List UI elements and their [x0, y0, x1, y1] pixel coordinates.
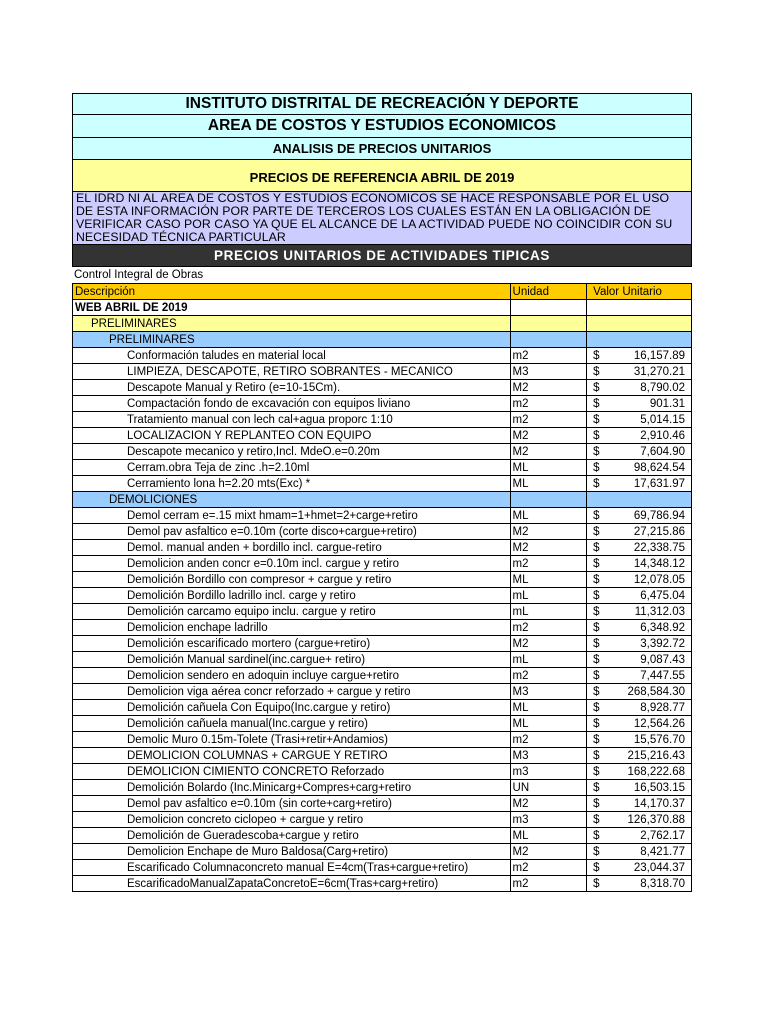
item-price-cell — [587, 652, 692, 668]
item-unit: ML — [510, 476, 587, 492]
item-description: LOCALIZACION Y REPLANTEO CON EQUIPO — [73, 428, 511, 444]
item-price: 8,790.02 — [640, 381, 685, 394]
item-unit: ML — [510, 508, 587, 524]
item-price-cell — [587, 556, 692, 572]
item-price-cell — [587, 780, 692, 796]
table-row — [73, 348, 692, 364]
item-price: 168,222.68 — [627, 765, 685, 778]
item-price: 2,910.46 — [640, 429, 685, 442]
currency-symbol: $ — [593, 541, 600, 554]
currency-symbol: $ — [593, 637, 600, 650]
item-price-cell — [587, 428, 692, 444]
item-description: DEMOLICION CIMIENTO CONCRETO Reforzado — [73, 764, 511, 780]
item-price-cell — [587, 684, 692, 700]
table-row — [73, 764, 692, 780]
table-row — [73, 844, 692, 860]
item-unit: M2 — [510, 796, 587, 812]
item-price-cell — [587, 348, 692, 364]
table-row — [73, 588, 692, 604]
currency-symbol: $ — [593, 797, 600, 810]
table-header-row — [73, 284, 692, 300]
item-price-cell — [587, 796, 692, 812]
item-price: 12,078.05 — [633, 573, 685, 586]
item-price-cell — [587, 732, 692, 748]
item-description: Demolición de Gueradescoba+cargue y retiro — [73, 828, 511, 844]
item-unit: mL — [510, 604, 587, 620]
item-price: 6,475.04 — [640, 589, 685, 602]
item-unit: m2 — [510, 732, 587, 748]
item-unit: mL — [510, 588, 587, 604]
table-row — [73, 620, 692, 636]
item-unit: m2 — [510, 876, 587, 892]
subcategory-row-preliminares — [73, 332, 692, 348]
currency-symbol: $ — [593, 765, 600, 778]
currency-symbol: $ — [593, 445, 600, 458]
item-description: Demolición escarificado mortero (cargue+retiro) — [73, 636, 511, 652]
item-price-cell — [587, 572, 692, 588]
item-price: 268,584.30 — [627, 685, 685, 698]
item-price-cell — [587, 844, 692, 860]
item-price-cell — [587, 620, 692, 636]
table-row — [73, 636, 692, 652]
item-description: Demol pav asfaltico e=0.10m (corte disco+cargue+retiro) — [73, 524, 511, 540]
currency-symbol: $ — [593, 685, 600, 698]
item-unit: M3 — [510, 364, 587, 380]
item-price-cell — [587, 716, 692, 732]
table-row — [73, 476, 692, 492]
currency-symbol: $ — [593, 381, 600, 394]
item-price: 12,564.26 — [633, 717, 685, 730]
item-description: Demolición cañuela Con Equipo(Inc.cargue y retiro) — [73, 700, 511, 716]
table-row — [73, 700, 692, 716]
item-price: 9,087.43 — [640, 653, 685, 666]
item-unit: ML — [510, 572, 587, 588]
item-price-cell — [587, 508, 692, 524]
table-row — [73, 412, 692, 428]
item-unit: m2 — [510, 348, 587, 364]
column-header-descripcion: Descripción — [73, 284, 511, 300]
item-price: 126,370.88 — [627, 813, 685, 826]
currency-symbol: $ — [593, 877, 600, 890]
table-row — [73, 364, 692, 380]
item-description: Compactación fondo de excavación con equipos liviano — [73, 396, 511, 412]
item-description: Demol pav asfaltico e=0.10m (sin corte+carg+retiro) — [73, 796, 511, 812]
item-unit: m3 — [510, 812, 587, 828]
item-price: 2,762.17 — [640, 829, 685, 842]
table-row — [73, 540, 692, 556]
table-row — [73, 716, 692, 732]
item-price: 31,270.21 — [633, 365, 685, 378]
currency-symbol: $ — [593, 717, 600, 730]
table-row — [73, 396, 692, 412]
item-price-cell — [587, 812, 692, 828]
category-row — [73, 316, 692, 332]
subcategory-label: PRELIMINARES — [73, 332, 511, 348]
item-price: 215,216.43 — [627, 749, 685, 762]
item-unit: m2 — [510, 556, 587, 572]
table-row — [73, 524, 692, 540]
section-bar: PRECIOS UNITARIOS DE ACTIVIDADES TIPICAS — [72, 245, 692, 267]
item-price-cell — [587, 412, 692, 428]
table-row — [73, 812, 692, 828]
item-unit: mL — [510, 652, 587, 668]
item-price-cell — [587, 748, 692, 764]
item-price: 6,348.92 — [640, 621, 685, 634]
item-description: EscarificadoManualZapataConcretoE=6cm(Tras+carg+retiro) — [73, 876, 511, 892]
item-description: Escarificado Columnaconcreto manual E=4cm(Tras+cargue+retiro) — [73, 860, 511, 876]
item-description: Demolición Manual sardinel(inc.cargue+ retiro) — [73, 652, 511, 668]
item-description: Demolición cañuela manual(Inc.cargue y retiro) — [73, 716, 511, 732]
item-description: LIMPIEZA, DESCAPOTE, RETIRO SOBRANTES - MECANICO — [73, 364, 511, 380]
table-row — [73, 444, 692, 460]
price-sheet — [72, 93, 692, 892]
item-price: 15,576.70 — [633, 733, 685, 746]
table-row — [73, 876, 692, 892]
item-price-cell — [587, 668, 692, 684]
item-price: 8,421.77 — [640, 845, 685, 858]
item-unit: ML — [510, 460, 587, 476]
table-row — [73, 556, 692, 572]
item-description: Demolicion viga aérea concr reforzado + cargue y retiro — [73, 684, 511, 700]
item-price-cell — [587, 444, 692, 460]
item-description: Descapote mecanico y retiro,Incl. MdeO.e=0.20m — [73, 444, 511, 460]
item-price-cell — [587, 380, 692, 396]
item-price: 3,392.72 — [640, 637, 685, 650]
item-description: Demolición carcamo equipo inclu. cargue y retiro — [73, 604, 511, 620]
item-unit: M2 — [510, 524, 587, 540]
item-unit: ML — [510, 700, 587, 716]
table-row — [73, 668, 692, 684]
item-price: 17,631.97 — [633, 477, 685, 490]
item-price: 8,928.77 — [640, 701, 685, 714]
item-description: Demolicion anden concr e=0.10m incl. cargue y retiro — [73, 556, 511, 572]
item-unit: m2 — [510, 412, 587, 428]
currency-symbol: $ — [593, 349, 600, 362]
table-row — [73, 380, 692, 396]
currency-symbol: $ — [593, 829, 600, 842]
item-unit: ML — [510, 828, 587, 844]
currency-symbol: $ — [593, 605, 600, 618]
analysis-title: ANALISIS DE PRECIOS UNITARIOS — [72, 138, 692, 160]
table-row — [73, 780, 692, 796]
column-header-valor: Valor Unitario — [587, 284, 692, 300]
price-table — [72, 283, 692, 892]
currency-symbol: $ — [593, 557, 600, 570]
table-row — [73, 796, 692, 812]
currency-symbol: $ — [593, 813, 600, 826]
currency-symbol: $ — [593, 477, 600, 490]
currency-symbol: $ — [593, 653, 600, 666]
item-unit: M2 — [510, 380, 587, 396]
item-unit: M2 — [510, 844, 587, 860]
item-price: 901.31 — [649, 397, 685, 410]
item-price-cell — [587, 876, 692, 892]
item-price-cell — [587, 364, 692, 380]
item-unit: m2 — [510, 396, 587, 412]
item-price-cell — [587, 604, 692, 620]
currency-symbol: $ — [593, 573, 600, 586]
currency-symbol: $ — [593, 525, 600, 538]
column-header-unidad: Unidad — [510, 284, 587, 300]
item-description: Tratamiento manual con lech cal+agua proporc 1:10 — [73, 412, 511, 428]
table-row — [73, 828, 692, 844]
item-description: Descapote Manual y Retiro (e=10-15Cm). — [73, 380, 511, 396]
item-price-cell — [587, 540, 692, 556]
group-label: WEB ABRIL DE 2019 — [73, 300, 511, 316]
item-price-cell — [587, 636, 692, 652]
item-price: 7,447.55 — [640, 669, 685, 682]
item-unit: m3 — [510, 764, 587, 780]
item-price-cell — [587, 476, 692, 492]
subcategory-label: DEMOLICIONES — [73, 492, 511, 508]
item-description: Conformación taludes en material local — [73, 348, 511, 364]
item-description: Demolición Bordillo ladrillo incl. carge y retiro — [73, 588, 511, 604]
item-price: 14,170.37 — [633, 797, 685, 810]
subcategory-row-demoliciones — [73, 492, 692, 508]
table-row — [73, 652, 692, 668]
item-description: Demolicion Enchape de Muro Baldosa(Carg+retiro) — [73, 844, 511, 860]
table-row — [73, 428, 692, 444]
item-unit: M2 — [510, 540, 587, 556]
item-unit: M3 — [510, 748, 587, 764]
item-unit: M2 — [510, 444, 587, 460]
item-price: 27,215.86 — [633, 525, 685, 538]
currency-symbol: $ — [593, 749, 600, 762]
item-description: Demolición Bolardo (Inc.Minicarg+Compres+carg+retiro — [73, 780, 511, 796]
group-row — [73, 300, 692, 316]
item-description: DEMOLICION COLUMNAS + CARGUE Y RETIRO — [73, 748, 511, 764]
item-unit: m2 — [510, 860, 587, 876]
item-price: 23,044.37 — [633, 861, 685, 874]
item-price: 11,312.03 — [634, 605, 685, 618]
disclaimer-text: EL IDRD NI AL AREA DE COSTOS Y ESTUDIOS ECONOMICOS SE HACE RESPONSABLE POR EL USO DE ESTA INFORMACIÓN POR PARTE DE TERCEROS LOS CUALES ESTÁN EN LA OBLIGACIÓN DE VERIFICAR CASO POR CASO YA QUE EL ALCANCE DE LA ACTIVIDAD PUEDE NO COINCIDIR CON SU NECESIDAD TÉCNICA PARTICULAR — [72, 192, 692, 245]
currency-symbol: $ — [593, 733, 600, 746]
currency-symbol: $ — [593, 365, 600, 378]
table-row — [73, 572, 692, 588]
item-price-cell — [587, 860, 692, 876]
item-price: 16,503.15 — [633, 781, 685, 794]
category-label: PRELIMINARES — [73, 316, 511, 332]
item-price-cell — [587, 588, 692, 604]
currency-symbol: $ — [593, 621, 600, 634]
item-description: Demolicion enchape ladrillo — [73, 620, 511, 636]
item-price: 7,604.90 — [640, 445, 685, 458]
currency-symbol: $ — [593, 861, 600, 874]
item-description: Cerram.obra Teja de zinc .h=2.10ml — [73, 460, 511, 476]
table-row — [73, 604, 692, 620]
item-unit: m2 — [510, 668, 587, 684]
item-price-cell — [587, 764, 692, 780]
currency-symbol: $ — [593, 429, 600, 442]
item-price: 5,014.15 — [640, 413, 685, 426]
item-description: Demol. manual anden + bordillo incl. cargue-retiro — [73, 540, 511, 556]
reference-date-title: PRECIOS DE REFERENCIA ABRIL DE 2019 — [72, 160, 692, 192]
table-row — [73, 460, 692, 476]
item-unit: M2 — [510, 636, 587, 652]
item-price: 98,624.54 — [633, 461, 685, 474]
currency-symbol: $ — [593, 461, 600, 474]
item-unit: m2 — [510, 620, 587, 636]
area-title: AREA DE COSTOS Y ESTUDIOS ECONOMICOS — [72, 115, 692, 138]
item-description: Cerramiento lona h=2.20 mts(Exc) * — [73, 476, 511, 492]
item-unit: UN — [510, 780, 587, 796]
item-price: 14,348.12 — [633, 557, 685, 570]
table-row — [73, 860, 692, 876]
item-unit: M3 — [510, 684, 587, 700]
currency-symbol: $ — [593, 397, 600, 410]
item-price-cell — [587, 828, 692, 844]
currency-symbol: $ — [593, 701, 600, 714]
item-description: Demolición Bordillo con compresor + cargue y retiro — [73, 572, 511, 588]
item-unit: M2 — [510, 428, 587, 444]
item-price: 16,157.89 — [633, 349, 685, 362]
currency-symbol: $ — [593, 589, 600, 602]
table-row — [73, 508, 692, 524]
currency-symbol: $ — [593, 845, 600, 858]
item-description: Demolic Muro 0.15m-Tolete (Trasi+retir+Andamios) — [73, 732, 511, 748]
item-price-cell — [587, 524, 692, 540]
item-description: Demol cerram e=.15 mixt hmam=1+hmet=2+carge+retiro — [73, 508, 511, 524]
item-description: Demolicion sendero en adoquin incluye cargue+retiro — [73, 668, 511, 684]
subtitle: Control Integral de Obras — [74, 269, 204, 281]
table-row — [73, 732, 692, 748]
currency-symbol: $ — [593, 413, 600, 426]
item-price-cell — [587, 700, 692, 716]
item-unit: ML — [510, 716, 587, 732]
item-price: 8,318.70 — [640, 877, 685, 890]
item-price-cell — [587, 460, 692, 476]
institute-title: INSTITUTO DISTRITAL DE RECREACIÓN Y DEPORTE — [72, 93, 692, 115]
currency-symbol: $ — [593, 509, 600, 522]
item-price: 22,338.75 — [633, 541, 685, 554]
item-price-cell — [587, 396, 692, 412]
item-description: Demolicion concreto ciclopeo + cargue y retiro — [73, 812, 511, 828]
table-row — [73, 748, 692, 764]
item-price: 69,786.94 — [633, 509, 685, 522]
currency-symbol: $ — [593, 669, 600, 682]
table-row — [73, 684, 692, 700]
currency-symbol: $ — [593, 781, 600, 794]
